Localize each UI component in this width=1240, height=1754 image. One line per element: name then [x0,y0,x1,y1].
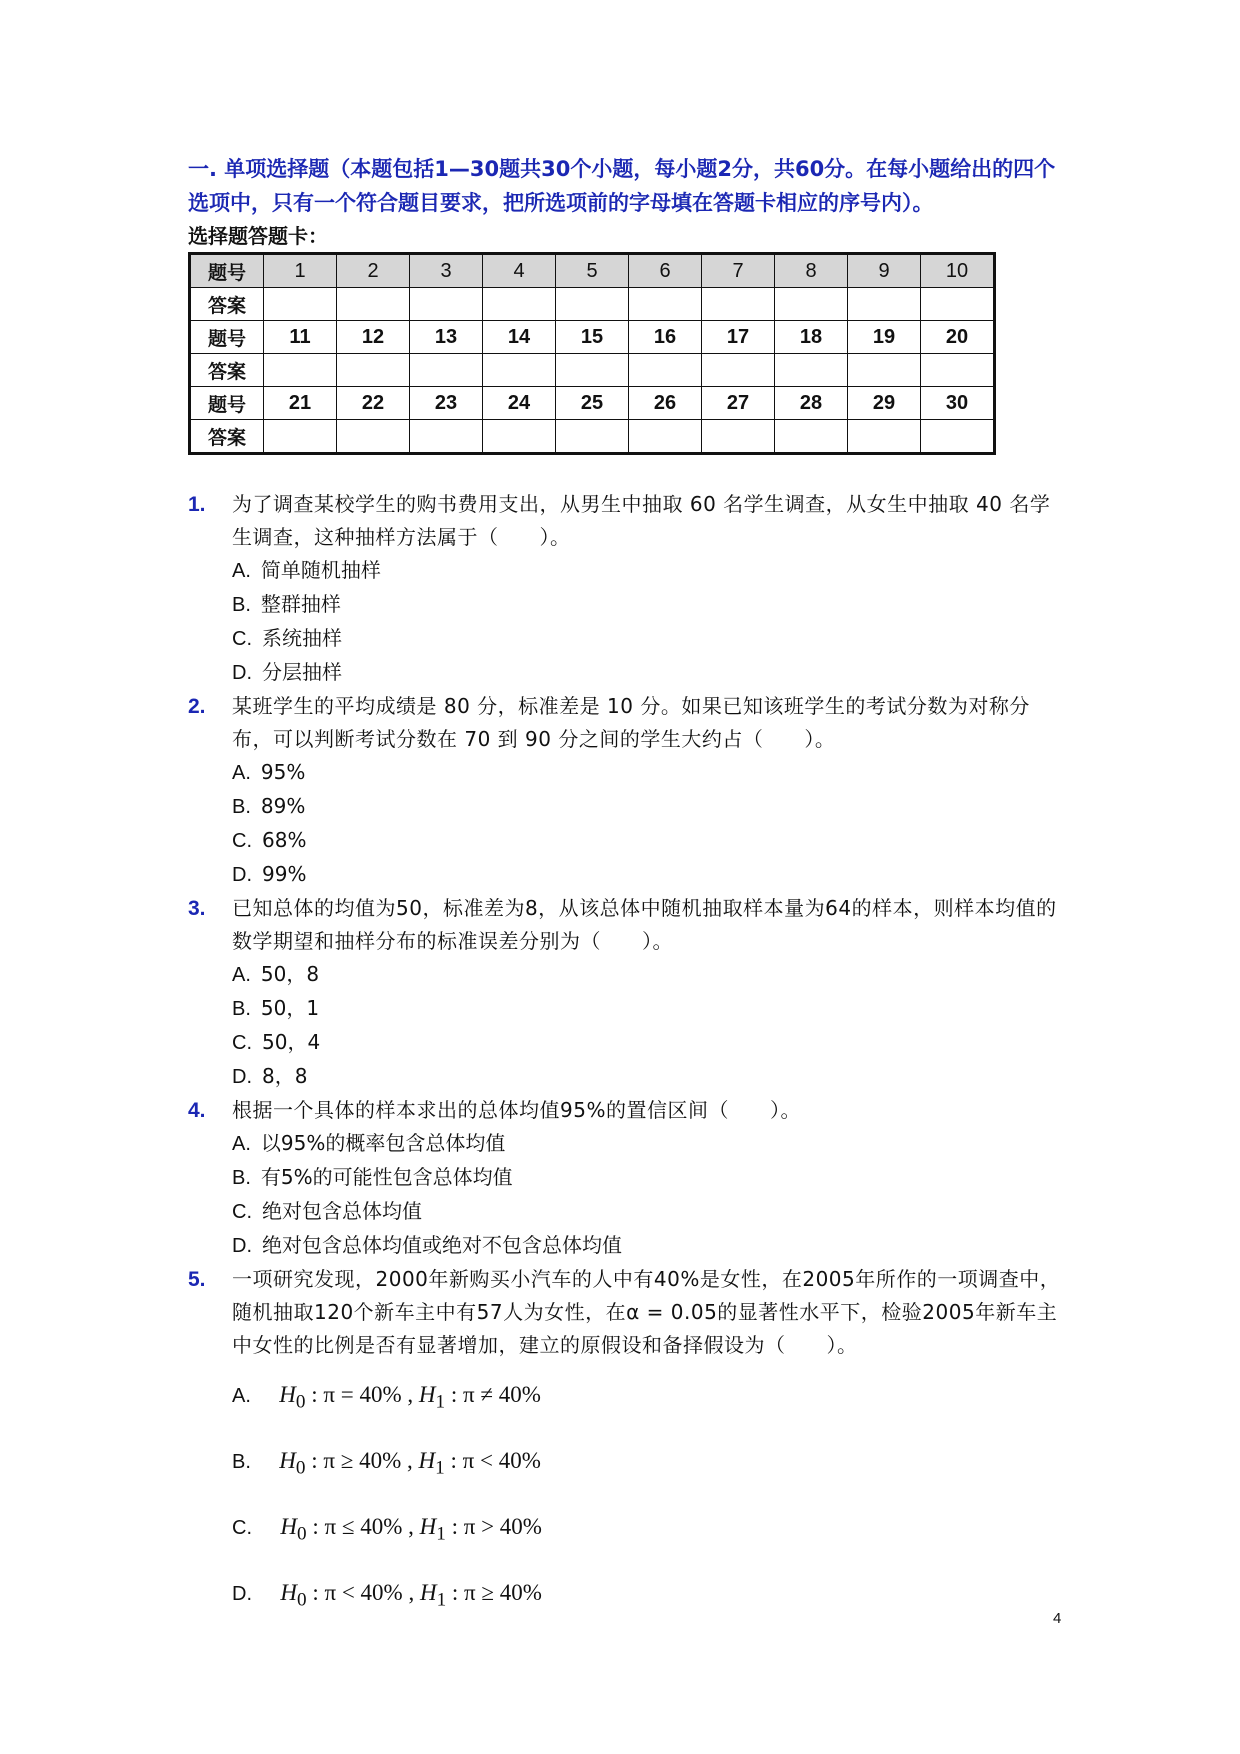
option-letter: C. [232,628,252,650]
hypothesis-formula: $H_0$ : π ≥ 40% , $H_1$ : π < 40% [279,1448,541,1479]
option-d[interactable] [232,1229,1068,1263]
question-number-cell: 1 [264,254,337,288]
option-text: 8，8 [262,1064,308,1088]
null-hypothesis: π < 40% [324,1580,403,1605]
option-c[interactable] [232,1026,1068,1060]
hypothesis-formula: $H_0$ : π ≤ 40% , $H_1$ : π > 40% [280,1514,542,1545]
answer-cell[interactable] [337,420,410,454]
answer-cell[interactable] [556,288,629,321]
option-letter: A. [232,1385,251,1407]
option-letter: D. [232,662,252,684]
option-a[interactable] [232,1127,1068,1161]
page-number: 4 [1053,1610,1062,1627]
question-number: 1. [188,493,206,516]
question-number: 3. [188,897,206,920]
option-c[interactable] [232,1195,1068,1229]
answer-card-number-row [190,387,995,420]
question-number-cell: 25 [556,387,629,420]
question-number-cell: 21 [264,387,337,420]
alternative-hypothesis: π ≠ 40% [462,1382,541,1407]
answer-label: 答案 [190,288,264,321]
answer-cell[interactable] [264,420,337,454]
question-1 [188,488,1068,690]
answer-card-number-row [190,321,995,354]
option-letter: D. [232,864,252,886]
question-number-cell: 2 [337,254,410,288]
answer-cell[interactable] [483,354,556,387]
question-number-cell: 14 [483,321,556,354]
option-a[interactable] [232,958,1068,992]
question-text: 一项研究发现，2000年新购买小汽车的人中有40%是女性，在2005年所作的一项调查中，随机抽取120个新车主中有57人为女性，在α = 0.05的显著性水平下，检验2005年新车主中女性的比例是否有显著增加，建立的原假设和备择假设为（ ）。 [232,1267,1061,1357]
null-hypothesis: π ≥ 40% [323,1448,402,1473]
question-number-cell: 10 [921,254,995,288]
option-letter: A. [232,560,251,582]
question-number: 4. [188,1099,206,1122]
option-letter: C. [232,1032,252,1054]
null-hypothesis: π ≤ 40% [324,1514,403,1539]
row-label: 题号 [190,254,264,288]
question-text: 已知总体的均值为50，标准差为8，从该总体中随机抽取样本量为64的样本，则样本均值的数学期望和抽样分布的标准误差分别为（ ）。 [232,896,1057,953]
question-number-cell: 26 [629,387,702,420]
answer-cell[interactable] [264,288,337,321]
question-number-cell: 4 [483,254,556,288]
option-a[interactable] [232,554,1068,588]
answer-card-table [188,252,996,455]
answer-cell[interactable] [410,354,483,387]
question-5 [188,1263,1068,1626]
option-text: 简单随机抽样 [260,558,381,582]
answer-cell[interactable] [556,354,629,387]
question-number-cell: 15 [556,321,629,354]
question-number-cell: 30 [921,387,995,420]
option-letter: A. [232,1133,251,1155]
row-label: 题号 [190,387,264,420]
question-number-cell: 22 [337,387,410,420]
question-number-cell: 12 [337,321,410,354]
alternative-hypothesis: π < 40% [462,1448,541,1473]
question-4 [188,1094,1068,1263]
option-b[interactable] [232,1161,1068,1195]
answer-card-label: 选择题答题卡： [188,224,328,248]
option-a[interactable] [232,1362,1068,1428]
option-text: 整群抽样 [260,592,341,616]
question-text: 某班学生的平均成绩是 80 分，标准差是 10 分。如果已知该班学生的考试分数为对称分布，可以判断考试分数在 70 到 90 分之间的学生大约占（ ）。 [232,694,1030,751]
answer-cell[interactable] [702,354,775,387]
question-number-cell: 19 [848,321,921,354]
question-number-cell: 3 [410,254,483,288]
answer-cell[interactable] [775,354,848,387]
answer-cell[interactable] [483,420,556,454]
alternative-hypothesis: π > 40% [463,1514,542,1539]
option-b[interactable] [232,992,1068,1026]
question-number-cell: 18 [775,321,848,354]
option-letter: A. [232,964,251,986]
answer-cell[interactable] [848,354,921,387]
option-d[interactable] [232,656,1068,690]
option-letter: B. [232,594,251,616]
question-number-cell: 11 [264,321,337,354]
question-number: 2. [188,695,206,718]
answer-cell[interactable] [702,420,775,454]
option-b[interactable] [232,790,1068,824]
option-letter: B. [232,1167,251,1189]
answer-card-number-row [190,254,995,288]
answer-cell[interactable] [921,420,995,454]
option-text: 89% [260,794,306,818]
answer-cell[interactable] [629,354,702,387]
option-letter: C. [232,1201,252,1223]
question-text: 为了调查某校学生的购书费用支出，从男生中抽取 60 名学生调查，从女生中抽取 40 名学生调查，这种抽样方法属于（ ）。 [232,492,1051,549]
question-number-cell: 8 [775,254,848,288]
option-letter: D. [232,1235,252,1257]
answer-cell[interactable] [775,420,848,454]
option-letter: B. [232,796,251,818]
question-number-cell: 9 [848,254,921,288]
option-letter: D. [232,1066,252,1088]
question-number-cell: 23 [410,387,483,420]
alternative-hypothesis: π ≥ 40% [464,1580,542,1605]
hypothesis-formula: $H_0$ : π < 40% , $H_1$ : π ≥ 40% [280,1580,542,1611]
option-c[interactable] [232,622,1068,656]
option-text: 68% [262,828,307,852]
row-label: 题号 [190,321,264,354]
option-d[interactable] [232,858,1068,892]
answer-cell[interactable] [629,288,702,321]
option-letter: D. [232,1583,252,1605]
question-3 [188,892,1068,1094]
option-letter: B. [232,998,251,1020]
answer-cell[interactable] [556,420,629,454]
answer-cell[interactable] [483,288,556,321]
option-d[interactable] [232,1560,1068,1626]
option-c[interactable] [232,1494,1068,1560]
option-c[interactable] [232,824,1068,858]
section-header: 一. 单项选择题（本题包括1—30题共30个小题，每小题2分，共60分。在每小题给出的四个选项中，只有一个符合题目要求，把所选项前的字母填在答题卡相应的序号内）。 [188,157,1056,215]
option-text: 绝对包含总体均值或绝对不包含总体均值 [262,1233,622,1257]
question-number: 5. [188,1268,206,1291]
question-number-cell: 29 [848,387,921,420]
option-text: 50，8 [260,962,320,986]
question-number-cell: 7 [702,254,775,288]
question-number-cell: 5 [556,254,629,288]
option-letter: C. [232,830,252,852]
option-text: 95% [260,760,306,784]
question-number-cell: 28 [775,387,848,420]
answer-cell[interactable] [848,288,921,321]
option-letter: C. [232,1517,252,1539]
answer-cell[interactable] [337,354,410,387]
option-text: 系统抽样 [262,626,342,650]
question-number-cell: 27 [702,387,775,420]
answer-cell[interactable] [921,354,995,387]
question-number-cell: 24 [483,387,556,420]
answer-cell[interactable] [410,288,483,321]
option-text: 绝对包含总体均值 [262,1199,422,1223]
option-text: 分层抽样 [262,660,342,684]
answer-cell[interactable] [702,288,775,321]
null-hypothesis: π = 40% [323,1382,402,1407]
option-text: 50，4 [262,1030,321,1054]
option-text: 以95%的概率包含总体均值 [260,1131,506,1155]
answer-card-answer-row [190,354,995,387]
answer-cell[interactable] [410,420,483,454]
answer-card-answer-row [190,420,995,454]
option-text: 99% [262,862,307,886]
answer-cell[interactable] [629,420,702,454]
option-letter: A. [232,762,251,784]
answer-cell[interactable] [921,288,995,321]
answer-cell[interactable] [775,288,848,321]
answer-card-answer-row [190,288,995,321]
question-list [188,488,1068,1626]
question-2 [188,690,1068,892]
option-letter: B. [232,1451,251,1473]
option-d[interactable] [232,1060,1068,1094]
option-a[interactable] [232,756,1068,790]
option-b[interactable] [232,588,1068,622]
answer-cell[interactable] [848,420,921,454]
question-number-cell: 13 [410,321,483,354]
option-b[interactable] [232,1428,1068,1494]
question-number-cell: 20 [921,321,995,354]
question-number-cell: 17 [702,321,775,354]
answer-cell[interactable] [337,288,410,321]
question-number-cell: 6 [629,254,702,288]
answer-label: 答案 [190,420,264,454]
hypothesis-formula: $H_0$ : π = 40% , $H_1$ : π ≠ 40% [279,1382,541,1413]
option-text: 有5%的可能性包含总体均值 [260,1165,513,1189]
question-number-cell: 16 [629,321,702,354]
question-text: 根据一个具体的样本求出的总体均值95%的置信区间（ ）。 [232,1098,801,1122]
answer-label: 答案 [190,354,264,387]
answer-cell[interactable] [264,354,337,387]
option-text: 50，1 [260,996,320,1020]
